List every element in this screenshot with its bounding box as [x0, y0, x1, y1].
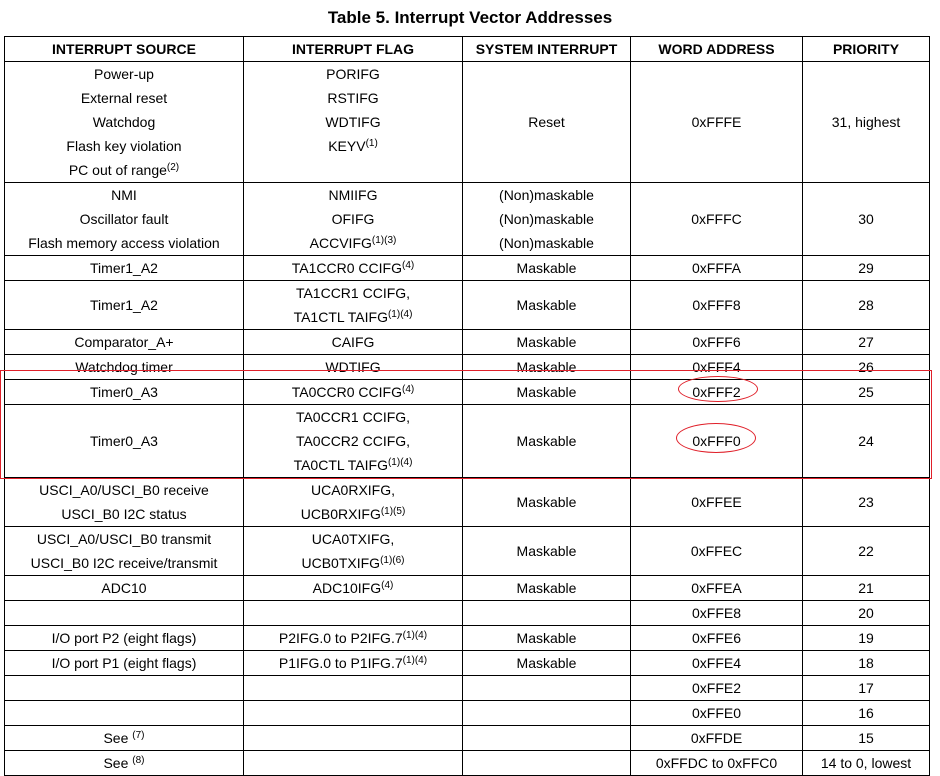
cell-priority: 28 [803, 281, 930, 330]
flag-line [244, 62, 462, 86]
cell-interrupt-source [5, 380, 244, 405]
cell-system-interrupt [463, 405, 631, 478]
cell-interrupt-source [5, 651, 244, 676]
flag-line-text: P2IFG.0 to P2IFG.7 [278, 630, 403, 646]
source-line-text: Timer1_A2 [90, 260, 158, 276]
cell-word-address: 0xFFE8 [631, 601, 803, 626]
footnote-ref: (1)(5) [380, 506, 406, 517]
cell-priority: 15 [803, 726, 930, 751]
cell-interrupt-flag [244, 701, 463, 726]
flag-line [244, 527, 462, 551]
system-line-text: Maskable [516, 297, 577, 313]
cell-interrupt-source [5, 183, 244, 256]
table-row [5, 601, 930, 626]
source-line-text: See [103, 730, 133, 746]
cell-priority: 22 [803, 527, 930, 576]
cell-interrupt-flag [244, 405, 463, 478]
flag-line [244, 478, 462, 502]
source-line [5, 429, 243, 453]
cell-word-address: 0xFFE4 [631, 651, 803, 676]
flag-line [244, 576, 462, 600]
source-line-text: USCI_B0 I2C receive/transmit [30, 555, 218, 571]
source-line-text: PC out of range [68, 162, 167, 178]
cell-word-address: 0xFFF6 [631, 330, 803, 355]
cell-word-address: 0xFFEE [631, 478, 803, 527]
footnote-ref: (1)(4) [402, 630, 428, 641]
cell-interrupt-flag [244, 527, 463, 576]
flag-line-text: OFIFG [331, 211, 375, 227]
flag-line [244, 651, 462, 675]
flag-line [244, 626, 462, 650]
system-line [463, 601, 630, 625]
source-line [5, 751, 243, 775]
table-row [5, 281, 930, 330]
cell-system-interrupt [463, 601, 631, 626]
source-line-text: Timer0_A3 [90, 433, 158, 449]
system-line [463, 207, 630, 231]
system-line-text: Maskable [516, 334, 577, 350]
cell-priority: 18 [803, 651, 930, 676]
flag-line-text: UCA0RXIFG, [310, 482, 395, 498]
table-row [5, 405, 930, 478]
source-line [5, 726, 243, 750]
cell-system-interrupt [463, 651, 631, 676]
cell-word-address: 0xFFF0 [631, 405, 803, 478]
cell-word-address: 0xFFDC to 0xFFC0 [631, 751, 803, 776]
cell-system-interrupt [463, 183, 631, 256]
flag-line-text: NMIIFG [328, 187, 378, 203]
flag-line-text: UCB0RXIFG [300, 506, 381, 522]
footnote-ref: (1)(4) [387, 457, 413, 468]
source-line [5, 183, 243, 207]
source-line [5, 158, 243, 182]
cell-system-interrupt [463, 626, 631, 651]
source-line-text: USCI_B0 I2C status [61, 506, 187, 522]
system-line [463, 293, 630, 317]
source-line [5, 626, 243, 650]
cell-interrupt-flag [244, 601, 463, 626]
flag-line-text: UCA0TXIFG, [311, 531, 395, 547]
cell-priority: 17 [803, 676, 930, 701]
system-line [463, 626, 630, 650]
system-line [463, 701, 630, 725]
source-line-text: Timer1_A2 [90, 297, 158, 313]
source-line [5, 256, 243, 280]
flag-line-text: ACCVIFG [309, 235, 372, 251]
table-title: Table 5. Interrupt Vector Addresses [327, 8, 613, 27]
source-line-text: ADC10 [101, 580, 147, 596]
table-row [5, 576, 930, 601]
table-row [5, 62, 930, 183]
source-line [5, 380, 243, 404]
system-line-text: (Non)maskable [499, 187, 594, 203]
flag-line [244, 134, 462, 158]
cell-priority: 21 [803, 576, 930, 601]
source-line-text: I/O port P1 (eight flags) [51, 655, 197, 671]
header-priority: PRIORITY [803, 37, 930, 62]
system-line-text: (Non)maskable [499, 235, 594, 251]
cell-interrupt-flag [244, 626, 463, 651]
system-line [463, 651, 630, 675]
table-row [5, 256, 930, 281]
cell-interrupt-flag [244, 380, 463, 405]
flag-line-text: TA0CCR1 CCIFG, [295, 409, 411, 425]
source-line [5, 701, 243, 725]
table-row [5, 527, 930, 576]
flag-line-text: ADC10IFG [312, 580, 382, 596]
flag-line [244, 256, 462, 280]
cell-word-address: 0xFFE2 [631, 676, 803, 701]
flag-line [244, 751, 462, 775]
flag-line-text: TA1CTL TAIFG [293, 309, 388, 325]
flag-line [244, 429, 462, 453]
cell-system-interrupt [463, 62, 631, 183]
cell-interrupt-source [5, 478, 244, 527]
cell-priority: 20 [803, 601, 930, 626]
source-line [5, 502, 243, 526]
flag-line-text: TA1CCR0 CCIFG [291, 260, 402, 276]
table-row [5, 726, 930, 751]
footnote-ref: (1)(4) [387, 309, 413, 320]
cell-interrupt-flag [244, 576, 463, 601]
source-line-text: External reset [80, 90, 168, 106]
cell-priority: 16 [803, 701, 930, 726]
cell-word-address: 0xFFFA [631, 256, 803, 281]
cell-interrupt-flag [244, 330, 463, 355]
table-row [5, 478, 930, 527]
cell-system-interrupt [463, 478, 631, 527]
source-line [5, 601, 243, 625]
cell-priority: 26 [803, 355, 930, 380]
cell-system-interrupt [463, 330, 631, 355]
cell-word-address: 0xFFEC [631, 527, 803, 576]
flag-line-text: WDTIFG [325, 114, 381, 130]
flag-line [244, 305, 462, 329]
table-row [5, 355, 930, 380]
cell-word-address: 0xFFDE [631, 726, 803, 751]
cell-interrupt-source [5, 62, 244, 183]
flag-line [244, 207, 462, 231]
interrupt-vector-table [4, 36, 930, 776]
system-line [463, 751, 630, 775]
header-system-interrupt: SYSTEM INTERRUPT [463, 37, 631, 62]
table-body [5, 62, 930, 776]
cell-system-interrupt [463, 380, 631, 405]
system-line [463, 676, 630, 700]
cell-system-interrupt [463, 576, 631, 601]
table-row [5, 676, 930, 701]
source-line [5, 576, 243, 600]
cell-priority: 30 [803, 183, 930, 256]
cell-interrupt-flag [244, 281, 463, 330]
flag-line-text: KEYV [328, 138, 366, 154]
cell-interrupt-source [5, 281, 244, 330]
source-line [5, 207, 243, 231]
header-interrupt-flag: INTERRUPT FLAG [244, 37, 463, 62]
source-line [5, 134, 243, 158]
source-line-text: Oscillator fault [79, 211, 169, 227]
source-line [5, 355, 243, 379]
cell-word-address: 0xFFFE [631, 62, 803, 183]
source-line-text: See [103, 755, 133, 771]
footnote-ref: (4) [401, 260, 415, 271]
system-line [463, 355, 630, 379]
cell-interrupt-source [5, 527, 244, 576]
system-line-text: Maskable [516, 260, 577, 276]
flag-line [244, 158, 462, 182]
source-line [5, 110, 243, 134]
flag-line [244, 330, 462, 354]
header-word-address: WORD ADDRESS [631, 37, 803, 62]
cell-system-interrupt [463, 726, 631, 751]
source-line-text: USCI_A0/USCI_B0 receive [39, 482, 209, 498]
flag-line [244, 86, 462, 110]
table-row [5, 330, 930, 355]
flag-line [244, 726, 462, 750]
system-line-text: Maskable [516, 359, 577, 375]
flag-line-text: UCB0TXIFG [301, 555, 381, 571]
table-row [5, 651, 930, 676]
table-row [5, 380, 930, 405]
flag-line-text: CAIFG [331, 334, 375, 350]
system-line-text: Maskable [516, 543, 577, 559]
source-line [5, 551, 243, 575]
source-line [5, 330, 243, 354]
flag-line [244, 701, 462, 725]
cell-system-interrupt [463, 701, 631, 726]
cell-interrupt-source [5, 256, 244, 281]
cell-system-interrupt [463, 256, 631, 281]
flag-line-text: TA0CTL TAIFG [293, 457, 388, 473]
source-line [5, 651, 243, 675]
header-interrupt-source: INTERRUPT SOURCE [5, 37, 244, 62]
cell-interrupt-flag [244, 676, 463, 701]
source-line [5, 293, 243, 317]
footnote-ref: (4) [381, 580, 394, 591]
cell-interrupt-source [5, 701, 244, 726]
flag-line [244, 676, 462, 700]
cell-priority: 14 to 0, lowest [803, 751, 930, 776]
cell-interrupt-source [5, 330, 244, 355]
source-line [5, 527, 243, 551]
system-line-text: Maskable [516, 494, 577, 510]
flag-line [244, 601, 462, 625]
cell-priority: 27 [803, 330, 930, 355]
flag-line [244, 380, 462, 404]
source-line [5, 231, 243, 255]
footnote-ref: (4) [401, 384, 415, 395]
cell-interrupt-flag [244, 183, 463, 256]
footnote-ref: (7) [132, 730, 145, 741]
cell-priority: 23 [803, 478, 930, 527]
source-line [5, 62, 243, 86]
flag-line-text: RSTIFG [327, 90, 379, 106]
source-line-text: USCI_A0/USCI_B0 transmit [36, 531, 212, 547]
footnote-ref: (1)(6) [380, 555, 405, 566]
source-line-text: Watchdog timer [75, 359, 173, 375]
system-line-text: Maskable [516, 655, 577, 671]
system-line-text: Reset [528, 114, 565, 130]
cell-system-interrupt [463, 281, 631, 330]
cell-interrupt-flag [244, 62, 463, 183]
source-line-text: NMI [111, 187, 137, 203]
cell-interrupt-source [5, 405, 244, 478]
flag-line [244, 355, 462, 379]
cell-word-address: 0xFFF8 [631, 281, 803, 330]
cell-priority: 19 [803, 626, 930, 651]
source-line-text: Flash memory access violation [28, 235, 220, 251]
cell-interrupt-source [5, 626, 244, 651]
cell-interrupt-flag [244, 651, 463, 676]
flag-line-text: PORIFG [326, 66, 380, 82]
table-row [5, 183, 930, 256]
cell-interrupt-source [5, 576, 244, 601]
source-line-text: Comparator_A+ [74, 334, 174, 350]
cell-word-address: 0xFFF2 [631, 380, 803, 405]
cell-interrupt-source [5, 726, 244, 751]
system-line-text: Maskable [516, 580, 577, 596]
cell-interrupt-flag [244, 726, 463, 751]
cell-priority: 29 [803, 256, 930, 281]
system-line [463, 429, 630, 453]
cell-system-interrupt [463, 676, 631, 701]
system-line-text: Maskable [516, 433, 577, 449]
flag-line [244, 183, 462, 207]
cell-interrupt-flag [244, 355, 463, 380]
cell-interrupt-flag [244, 256, 463, 281]
system-line [463, 726, 630, 750]
system-line [463, 110, 630, 134]
system-line-text: Maskable [516, 630, 577, 646]
cell-system-interrupt [463, 527, 631, 576]
flag-line-text: WDTIFG [325, 359, 381, 375]
system-line [463, 490, 630, 514]
source-line-text: Timer0_A3 [90, 384, 158, 400]
system-line-text: Maskable [516, 384, 577, 400]
footnote-ref: (1)(4) [402, 655, 428, 666]
flag-line [244, 281, 462, 305]
footnote-ref: (2) [166, 162, 180, 173]
source-line [5, 478, 243, 502]
cell-interrupt-source [5, 676, 244, 701]
table-row [5, 626, 930, 651]
flag-line [244, 405, 462, 429]
flag-line-text: TA0CCR0 CCIFG [291, 384, 402, 400]
flag-line [244, 551, 462, 575]
cell-word-address: 0xFFE0 [631, 701, 803, 726]
cell-priority: 24 [803, 405, 930, 478]
flag-line [244, 453, 462, 477]
source-line-text: Flash key violation [66, 138, 182, 154]
flag-line-text: TA1CCR1 CCIFG, [295, 285, 411, 301]
cell-interrupt-source [5, 355, 244, 380]
footnote-ref: (1) [365, 138, 378, 149]
system-line [463, 380, 630, 404]
cell-system-interrupt [463, 355, 631, 380]
header-row [5, 37, 930, 62]
system-line [463, 576, 630, 600]
source-line-text: Watchdog [92, 114, 156, 130]
cell-word-address: 0xFFE6 [631, 626, 803, 651]
footnote-ref: (8) [132, 755, 145, 766]
cell-interrupt-source [5, 601, 244, 626]
cell-priority: 25 [803, 380, 930, 405]
footnote-ref: (1)(3) [371, 235, 397, 246]
flag-line [244, 231, 462, 255]
cell-word-address: 0xFFF4 [631, 355, 803, 380]
system-line [463, 231, 630, 255]
table-row [5, 701, 930, 726]
flag-line-text: P1IFG.0 to P1IFG.7 [278, 655, 403, 671]
cell-word-address: 0xFFEA [631, 576, 803, 601]
system-line [463, 539, 630, 563]
flag-line-text: TA0CCR2 CCIFG, [295, 433, 411, 449]
cell-priority: 31, highest [803, 62, 930, 183]
source-line [5, 676, 243, 700]
system-line [463, 330, 630, 354]
system-line [463, 183, 630, 207]
source-line-text: Power-up [94, 66, 154, 82]
flag-line [244, 110, 462, 134]
system-line [463, 256, 630, 280]
source-line-text: I/O port P2 (eight flags) [51, 630, 197, 646]
flag-line [244, 502, 462, 526]
source-line [5, 86, 243, 110]
cell-interrupt-flag [244, 478, 463, 527]
cell-word-address: 0xFFFC [631, 183, 803, 256]
system-line-text: (Non)maskable [499, 211, 594, 227]
